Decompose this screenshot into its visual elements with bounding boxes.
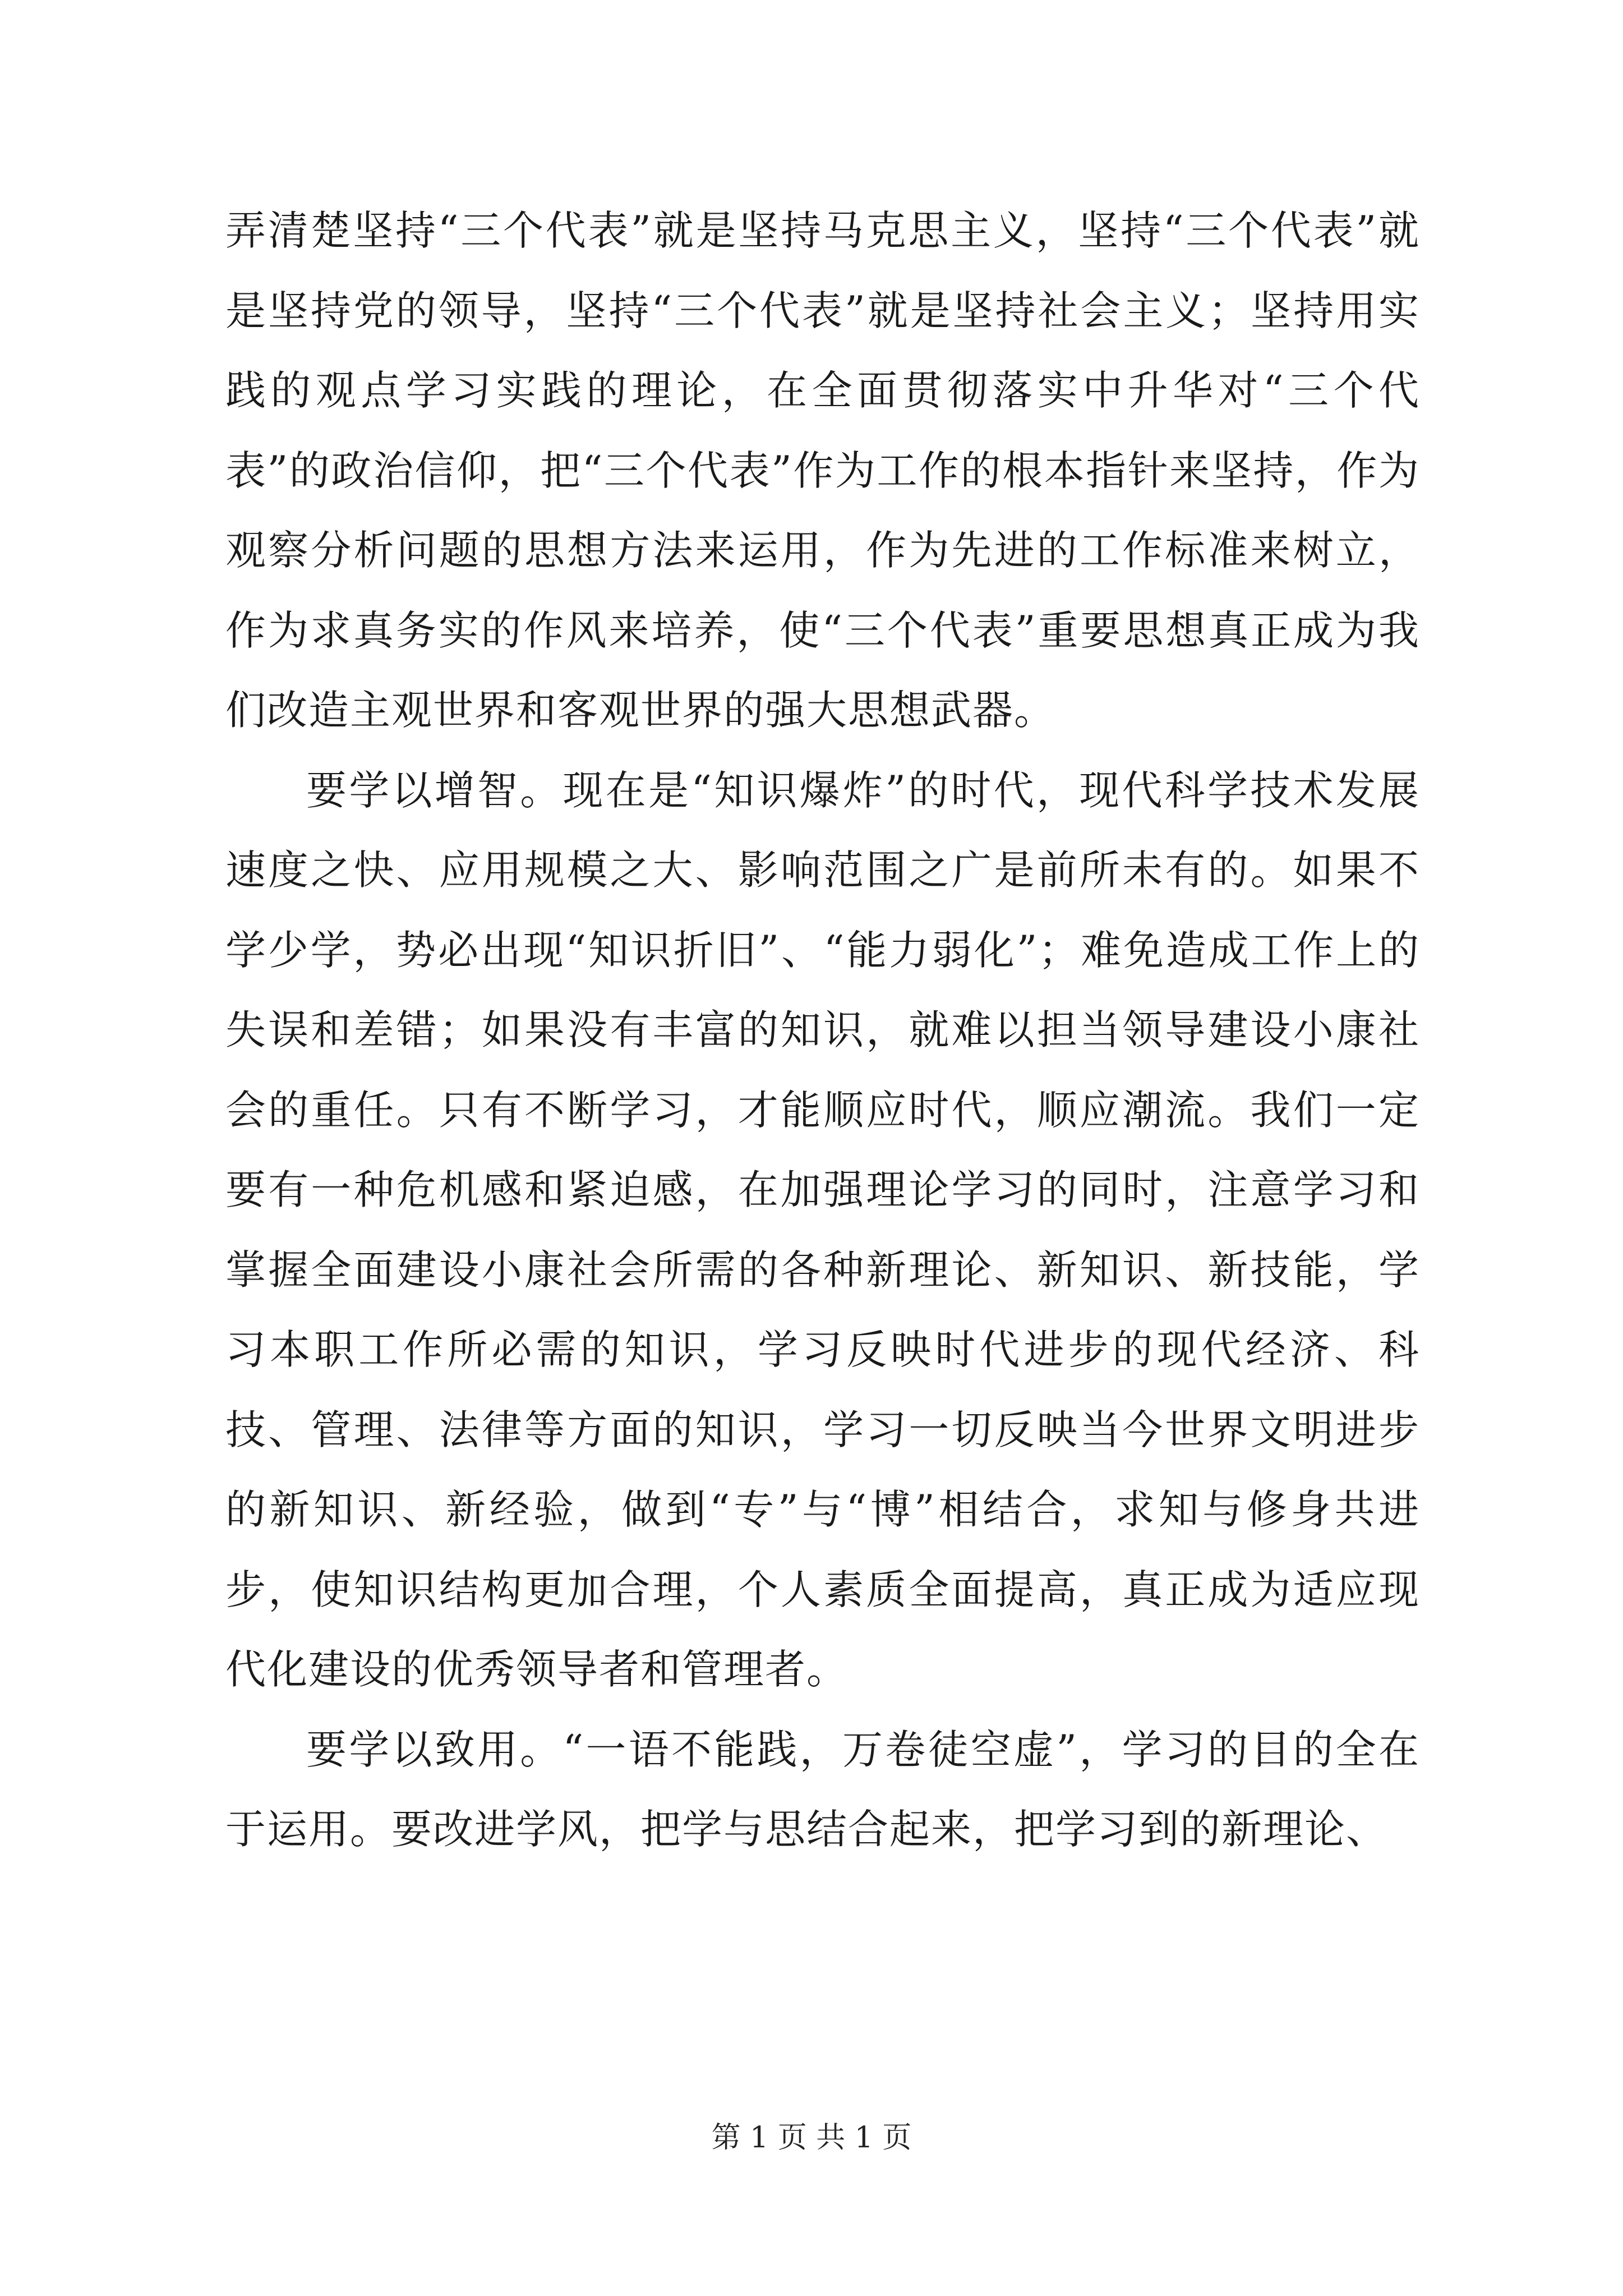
paragraph-1: 弄清楚坚持“三个代表”就是坚持马克思主义，坚持“三个代表”就是坚持党的领导，坚持“三个代表”就是坚持社会主义；坚持用实践的观点学习实践的理论，在全面贯彻落实中升华对“三个代表”的政治信仰，把“三个代表”作为工作的根本指针来坚持，作为观察分析问题的思想方法来运用，作为先进的工作标准来树立，作为求真务实的作风来培养，使“三个代表”重要思想真正成为我们改造主观世界和客观世界的强大思想武器。 bbox=[225, 207, 1420, 734]
document-body bbox=[225, 191, 1420, 1870]
paragraph-2: 要学以增智。现在是“知识爆炸”的时代，现代科学技术发展速度之快、应用规模之大、影响范围之广是前所未有的。如果不学少学，势必出现“知识折旧”、“能力弱化”；难免造成工作上的失误和差错；如果没有丰富的知识，就难以担当领导建设小康社会的重任。只有不断学习，才能顺应时代，顺应潮流。我们一定要有一种危机感和紧迫感，在加强理论学习的同时，注意学习和掌握全面建设小康社会所需的各种新理论、新知识、新技能，学习本职工作所必需的知识，学习反映时代进步的现代经济、科技、管理、法律等方面的知识，学习一切反映当今世界文明进步的新知识、新经验，做到“专”与“博”相结合，求知与修身共进步，使知识结构更加合理，个人素质全面提高，真正成为适应现代化建设的优秀领导者和管理者。 bbox=[225, 766, 1420, 1693]
paragraph-3: 要学以致用。“一语不能践，万卷徒空虚”，学习的目的全在于运用。要改进学风，把学与思结合起来，把学习到的新理论、 bbox=[225, 1726, 1420, 1853]
page-footer: 第 1 页 共 1 页 bbox=[711, 2121, 912, 2155]
